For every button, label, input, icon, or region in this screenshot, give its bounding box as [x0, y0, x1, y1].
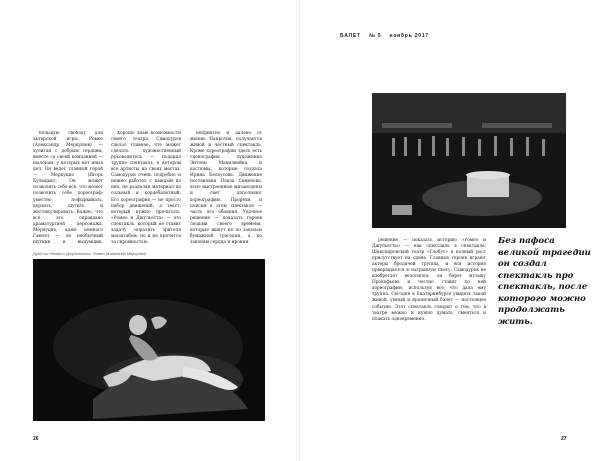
running-header [340, 33, 435, 39]
stage-scene-photo [372, 93, 566, 228]
right-page [300, 0, 600, 461]
stage-illustration [372, 93, 566, 228]
pull-quote: Без пафоса великой трагедии он создал спектакль про спектакль, после которого можно продолжать жить. [498, 236, 591, 327]
column-3-text: неприятно и далеко от жизни. Напротив, получается живой и честный спектакль. Кроме хореографии здесь есть сценография художника Энтони Макилвейна и костюмы, которые создала Ирина Белоусова. Движение постановки Павла Семенова, ясно выстроенные мизансцены и свет дополняют хореографию. Прорехи и поиски в этом спектакле — часть его обаяния. Удачное решение — показать героев людьми своего времени, которые живут не по законам бумажной трагедии, а по законам сердца и иронии. [190, 131, 262, 245]
text-column-3 [190, 131, 262, 245]
photo-caption: Дуэт из «Ромео и Джульетты». Ромео (Александр Меркушев) [33, 252, 147, 256]
page-number-right: 27 [561, 436, 567, 442]
text-column-1 [33, 131, 103, 245]
column-4-text: решение — показать историю «Ромео и Джульетты» — как спектакль в спектакле. Шекспировский театр «Глобус» в полный рост присутствует на сцене. Главных героев играют актеры бродячей труппы, и вся история превращается в сыгранную пьесу. Самодуров не изобретает велосипед: он берет музыку Прокофьева и честно ставит по ней хореографию, используя все, что дала ему труппа. Сегодня в Екатеринбурге увидеть такой живой, умный и ироничный балет — настоящее событие. Этот спектакль говорит о том, что в театре можно и нужно думать, смеяться и плакать одновременно. [372, 238, 486, 322]
column-2-text: Хорошо знаю возможности своего театра, Самодуров сделал главное, что может сделать художественный руководитель — подарил труппе спектакль, в котором все артисты на своих местах. Самодуров очень подробно и нежно работал с каждым из них, не разделяя материал на сольный и кордебалетный. Его хореография — не просто набор движений, а текст, который нужно прочитать. «Ромео и Джульетта» — это спектакль, который не ставит задачу поразить зрителя масштабом, но и не прячется за скромностью. [111, 131, 181, 245]
header-month: ноябрь 2017 [389, 33, 430, 39]
page-number-left: 26 [33, 436, 39, 442]
column-1-text: большую свободу для актерской игры. Ромео (Александр Меркушев) — хулиган с добрым сердцем, вместе со своей компанией — шалопаи, у которых нет иных дел. Он ведет главный герой — Меркуцио (Игорь Булыцын). Он может позволить себе все, что может позволить себе хореограф: уместно пофыркивать, дерзить, шутить и жестикулировать. Важно, что все это оправдано драматургией персонажа. Меркуцио, даже немного Гамлет — он необычный шутник и выдумщик, [33, 131, 103, 245]
header-issue: № 5 [369, 33, 382, 39]
text-column-2 [111, 131, 181, 245]
ballet-duet-photo [33, 259, 265, 421]
duet-illustration [33, 259, 265, 421]
text-column-4-body [372, 238, 486, 384]
header-section: БАЛЕТ [340, 33, 361, 39]
